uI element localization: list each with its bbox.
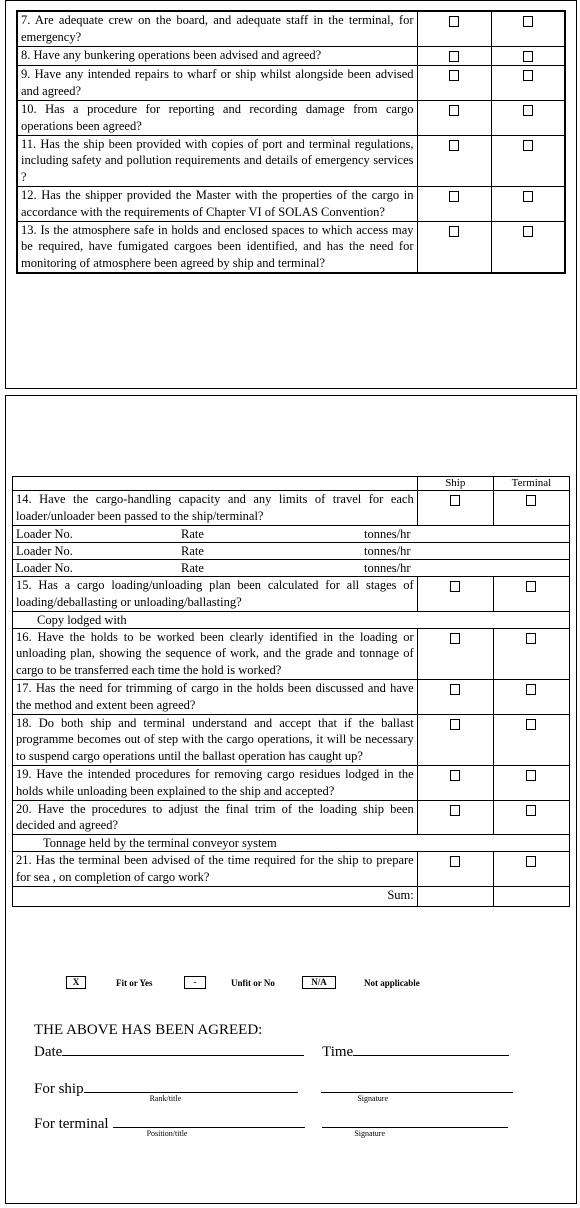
question-21-text: 21. Has the terminal been advised of the time required for the ship to prepare for sea , on completion of cargo work? [13, 852, 418, 887]
ship-checkbox[interactable] [450, 633, 460, 644]
question-row [17, 11, 565, 46]
loader-row-2 [13, 543, 570, 560]
ship-checkbox[interactable] [449, 16, 459, 27]
tonnes-hr-label: tonnes/hr [364, 527, 411, 541]
terminal-checkbox[interactable] [526, 495, 536, 506]
loader-no-label: Loader No. [16, 561, 73, 575]
question-row-21 [13, 852, 570, 887]
tonnes-hr-label: tonnes/hr [364, 544, 411, 558]
question-row [17, 135, 565, 186]
terminal-checkbox[interactable] [526, 581, 536, 592]
loader-row-3 [13, 560, 570, 577]
question-row [17, 186, 565, 221]
legend-na-box: N/A [302, 976, 336, 989]
time-label: Time [322, 1044, 354, 1060]
signature-caption: Signature [354, 1129, 385, 1138]
date-time-row [34, 1041, 554, 1061]
question-text: 10. Has a procedure for reporting and recording damage from cargo operations been agreed? [17, 100, 417, 135]
question-row-18 [13, 714, 570, 765]
terminal-checkbox[interactable] [523, 105, 533, 116]
ship-checkbox[interactable] [449, 140, 459, 151]
page-2 [5, 395, 577, 1204]
question-text: 13. Is the atmosphere safe in holds and enclosed spaces to which access may be required, have fumigated cargoes been identified, and has the need for monitoring of atmosphere been agreed by ship and terminal? [17, 221, 417, 273]
ship-checkbox[interactable] [450, 770, 460, 781]
question-row-19 [13, 765, 570, 800]
question-15-text: 15. Has a cargo loading/unloading plan been calculated for all stages of loading/deballasting or unloading/ballasting? [13, 577, 418, 612]
tonnes-hr-label: tonnes/hr [364, 561, 411, 575]
sum-terminal-cell[interactable] [493, 886, 569, 906]
page-1 [5, 0, 577, 389]
question-19-text: 19. Have the intended procedures for removing cargo residues lodged in the holds while unloading been explained to the ship and accepted? [13, 765, 418, 800]
sum-ship-cell[interactable] [417, 886, 493, 906]
loader-row-1 [13, 526, 570, 543]
checklist-table-1 [16, 10, 566, 274]
terminal-checkbox[interactable] [526, 719, 536, 730]
question-row-20 [13, 800, 570, 835]
tonnage-row [13, 835, 570, 852]
ship-checkbox[interactable] [450, 581, 460, 592]
checklist-table-2 [12, 476, 570, 907]
legend [66, 976, 420, 989]
terminal-checkbox[interactable] [523, 226, 533, 237]
legend-dash-text: Unfit or No [231, 977, 275, 988]
question-row [17, 46, 565, 66]
terminal-checkbox[interactable] [526, 633, 536, 644]
ship-signature-field[interactable] [321, 1078, 513, 1103]
question-row [17, 66, 565, 101]
legend-x-box: X [66, 976, 86, 989]
question-text: 8. Have any bunkering operations been advised and agreed? [17, 46, 417, 66]
date-field[interactable] [62, 1041, 304, 1056]
question-row-15 [13, 577, 570, 612]
position-title-caption: Position/title [146, 1129, 188, 1138]
ship-checkbox[interactable] [450, 805, 460, 816]
for-terminal-row [34, 1113, 554, 1138]
copy-lodged-label: Copy lodged with [13, 611, 570, 628]
ship-checkbox[interactable] [449, 105, 459, 116]
ship-checkbox[interactable] [449, 51, 459, 62]
question-20-text: 20. Have the procedures to adjust the final trim of the loading ship been decided and agreed? [13, 800, 418, 835]
question-17-text: 17. Has the need for trimming of cargo in the holds been discussed and have the method and extent been agreed? [13, 679, 418, 714]
question-text: 7. Are adequate crew on the board, and adequate staff in the terminal, for emergency? [17, 11, 417, 46]
table-header-row [13, 477, 570, 491]
rate-label: Rate [181, 544, 204, 558]
ship-checkbox[interactable] [449, 191, 459, 202]
question-text: 9. Have any intended repairs to wharf or ship whilst alongside been advised and agreed? [17, 66, 417, 101]
time-field[interactable] [353, 1041, 509, 1056]
terminal-position-field[interactable] [113, 1113, 305, 1138]
question-14-text: 14. Have the cargo-handling capacity and any limits of travel for each loader/unloader been passed to the ship/terminal? [13, 491, 418, 526]
terminal-checkbox[interactable] [523, 140, 533, 151]
sum-row [13, 886, 570, 906]
terminal-checkbox[interactable] [526, 684, 536, 695]
sum-label: Sum: [13, 886, 418, 906]
question-text: 12. Has the shipper provided the Master with the properties of the cargo in accordance with the requirements of Chapter VI of SOLAS Convention? [17, 186, 417, 221]
terminal-checkbox[interactable] [523, 16, 533, 27]
question-row [17, 221, 565, 273]
tonnage-label: Tonnage held by the terminal conveyor system [13, 835, 570, 852]
rank-title-caption: Rank/title [149, 1094, 182, 1103]
header-terminal: Terminal [493, 477, 569, 491]
date-label: Date [34, 1044, 63, 1060]
copy-lodged-row [13, 611, 570, 628]
signature-caption: Signature [357, 1094, 389, 1103]
ship-checkbox[interactable] [450, 856, 460, 867]
rate-label: Rate [181, 561, 204, 575]
agreement-heading: THE ABOVE HAS BEEN AGREED: [34, 1022, 263, 1038]
header-ship: Ship [417, 477, 493, 491]
terminal-signature-field[interactable] [322, 1113, 508, 1138]
terminal-checkbox[interactable] [523, 70, 533, 81]
for-terminal-label: For terminal [34, 1116, 109, 1132]
ship-rank-field[interactable] [84, 1078, 298, 1103]
question-text: 11. Has the ship been provided with copies of port and terminal regulations, including safety and pollution requirements and details of emergency services ? [17, 135, 417, 186]
question-16-text: 16. Have the holds to be worked been clearly identified in the loading or unloading plan, showing the sequence of work, and the grade and tonnage of cargo to be transferred each time the hold is worked? [13, 628, 418, 679]
question-row-16 [13, 628, 570, 679]
rate-label: Rate [181, 527, 204, 541]
terminal-checkbox[interactable] [526, 856, 536, 867]
terminal-checkbox[interactable] [523, 191, 533, 202]
ship-checkbox[interactable] [449, 70, 459, 81]
loader-no-label: Loader No. [16, 544, 73, 558]
terminal-checkbox[interactable] [526, 770, 536, 781]
header-blank [13, 477, 418, 491]
question-row-14 [13, 491, 570, 526]
terminal-checkbox[interactable] [526, 805, 536, 816]
ship-checkbox[interactable] [450, 719, 460, 730]
ship-checkbox[interactable] [449, 226, 459, 237]
ship-checkbox[interactable] [450, 684, 460, 695]
legend-na-text: Not applicable [364, 977, 420, 988]
terminal-checkbox[interactable] [523, 51, 533, 62]
legend-x-text: Fit or Yes [116, 977, 153, 988]
question-18-text: 18. Do both ship and terminal understand and accept that if the ballast programme becomes out of step with the cargo operations, it will be necessary to suspend cargo operations until the ballast operation has caught up? [13, 714, 418, 765]
for-ship-label: For ship [34, 1081, 84, 1097]
loader-no-label: Loader No. [16, 527, 73, 541]
question-row-17 [13, 679, 570, 714]
ship-checkbox[interactable] [450, 495, 460, 506]
question-row [17, 100, 565, 135]
legend-dash-box: - [184, 976, 206, 989]
for-ship-row [34, 1078, 554, 1103]
